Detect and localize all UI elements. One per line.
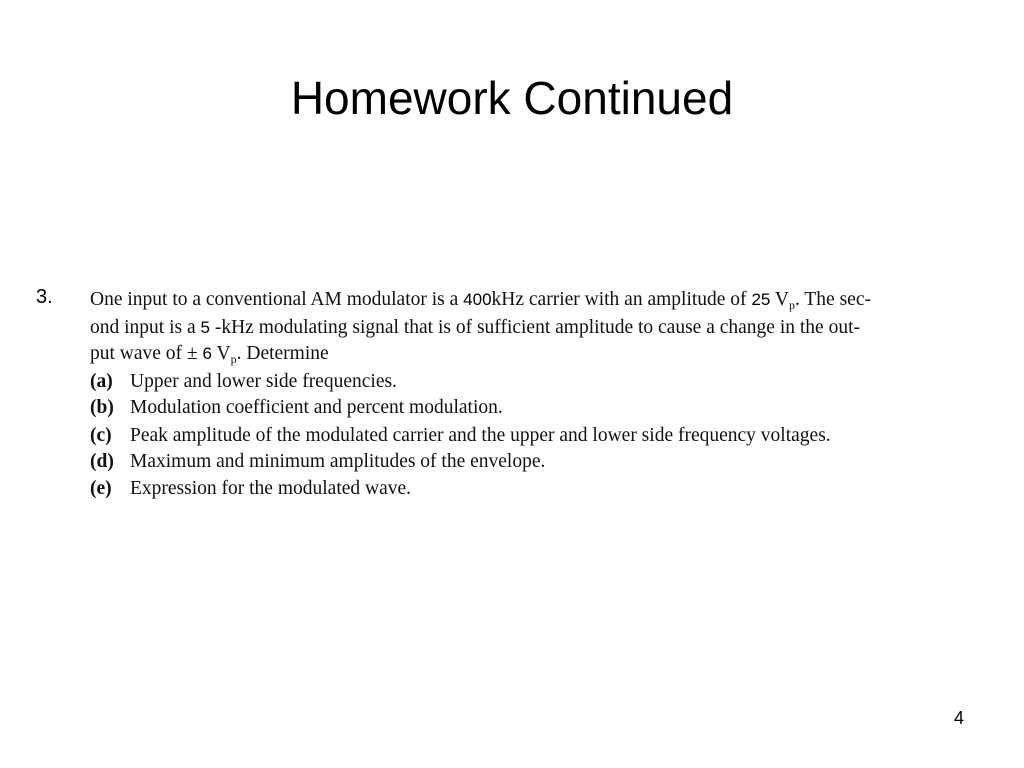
carrier-frequency-value: 400 <box>463 290 492 309</box>
line3-unit-sub: p <box>230 352 237 366</box>
item-text: Peak amplitude of the modulated carrier and the upper and lower side frequency voltages. <box>130 425 831 446</box>
problem-line-3 <box>90 342 329 371</box>
line3-text-a: put wave of ± <box>90 343 198 364</box>
item-label: (a) <box>90 371 113 392</box>
item-text: Modulation coefficient and percent modulation. <box>130 397 503 418</box>
modulating-frequency-value: 5 <box>200 318 210 337</box>
list-item-b <box>90 396 503 420</box>
line2-text-a: ond input is a <box>90 317 196 338</box>
list-item-c <box>90 424 831 448</box>
carrier-amplitude-value: 25 <box>751 290 771 309</box>
line3-text-b: . Determine <box>236 343 329 364</box>
slide-title: Homework Continued <box>290 72 734 124</box>
list-item-a <box>90 370 397 394</box>
item-label: (b) <box>90 397 114 418</box>
line1-unit-sub: p <box>788 298 795 312</box>
list-item-d <box>90 450 545 474</box>
line1-text-c: . The sec- <box>794 289 871 310</box>
problem-line-1 <box>90 288 871 317</box>
item-text: Expression for the modulated wave. <box>130 478 412 499</box>
item-text: Upper and lower side frequencies. <box>130 371 397 392</box>
problem-line-2 <box>90 316 860 340</box>
line3-unit: V <box>216 343 231 364</box>
page-number: 4 <box>953 708 964 728</box>
line2-text-b: -kHz modulating signal that is of sufficient amplitude to cause a change in the out- <box>214 317 860 338</box>
item-label: (d) <box>90 451 114 472</box>
output-change-value: 6 <box>202 344 212 363</box>
item-label: (e) <box>90 478 112 499</box>
line1-unit: V <box>774 289 789 310</box>
list-item-e <box>90 477 411 501</box>
line1-text-a: One input to a conventional AM modulator is a <box>90 289 459 310</box>
item-label: (c) <box>90 425 112 446</box>
line1-text-b: kHz carrier with an amplitude of <box>491 289 747 310</box>
problem-number: 3. <box>36 286 53 308</box>
item-text: Maximum and minimum amplitudes of the envelope. <box>130 451 546 472</box>
